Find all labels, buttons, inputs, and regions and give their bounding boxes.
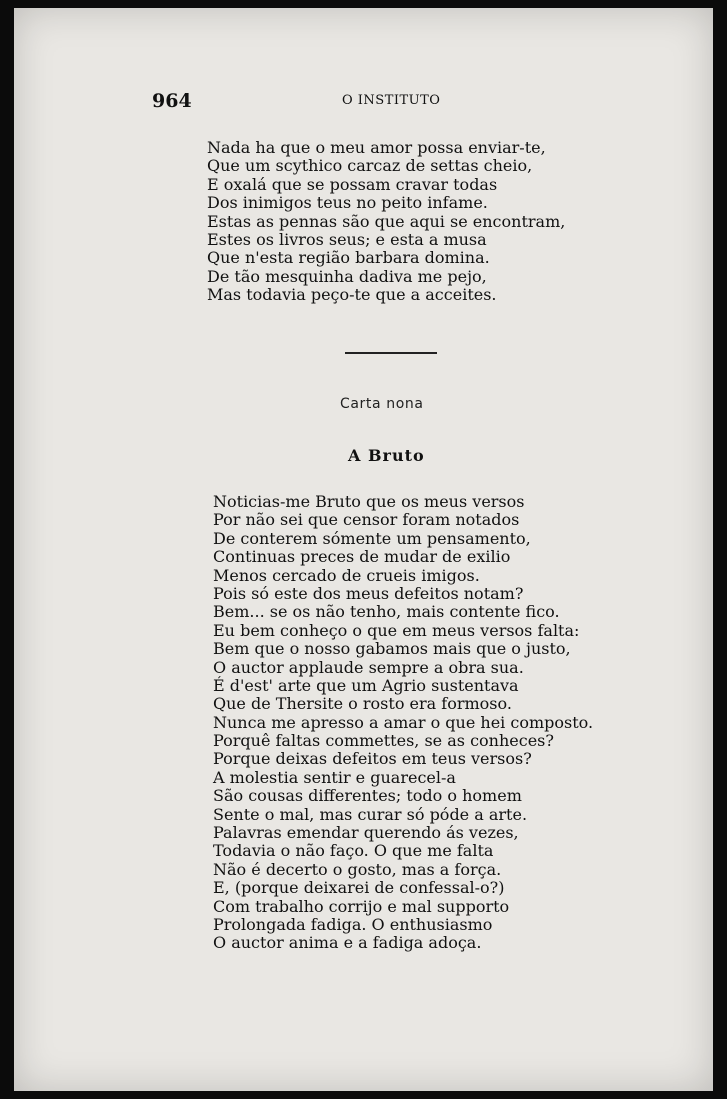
verse-line: Estas as pennas são que aqui se encontram, (207, 211, 566, 231)
page-number: 964 (152, 90, 192, 112)
verse-line: Que de Thersite o rosto era formoso. (213, 694, 512, 714)
section-heading: A Bruto (348, 446, 425, 465)
verse-line: Que n'esta região barbara domina. (207, 248, 490, 268)
verse-line: De conterem sómente um pensamento, (213, 528, 531, 548)
verse-line: Palavras emendar querendo ás vezes, (213, 823, 519, 843)
verse-line: Estes os livros seus; e esta a musa (207, 229, 487, 249)
verse-line: A molestia sentir e guarecel-a (213, 767, 456, 787)
verse-line: O auctor anima e a fadiga adoça. (213, 933, 482, 953)
verse-line: Prolongada fadiga. O enthusiasmo (213, 914, 493, 934)
verse-line: Por não sei que censor foram notados (213, 510, 520, 530)
book-page (14, 8, 713, 1091)
verse-line: Bem... se os não tenho, mais contente fico. (213, 602, 560, 622)
verse-line: E oxalá que se possam cravar todas (207, 174, 498, 194)
verse-line: Bem que o nosso gabamos mais que o justo, (213, 639, 571, 659)
verse-line: De tão mesquinha dadiva me pejo, (207, 266, 487, 286)
verse-line: Sente o mal, mas curar só póde a arte. (213, 804, 528, 824)
verse-line: E, (porque deixarei de confessal-o?) (213, 878, 505, 898)
verse-line: Mas todavia peço-te que a acceites. (207, 285, 497, 305)
section-label: Carta nona (340, 396, 424, 412)
section-divider (345, 352, 437, 354)
page-header (14, 90, 713, 114)
verse-line: Nada ha que o meu amor possa enviar-te, (207, 138, 546, 157)
poem-first-excerpt (207, 139, 565, 305)
verse-line: Continuas preces de mudar de exilio (213, 547, 511, 567)
verse-line: Nunca me apresso a amar o que hei composto. (213, 712, 594, 732)
verse-line: Porquê faltas commettes, se as conheces? (213, 731, 554, 751)
verse-line: Todavia o não faço. O que me falta (213, 841, 494, 861)
verse-line: O auctor applaude sempre a obra sua. (213, 657, 524, 677)
verse-line: Pois só este dos meus defeitos notam? (213, 583, 524, 603)
verse-line: Com trabalho corrijo e mal supporto (213, 896, 510, 916)
verse-line: É d'est' arte que um Agrio sustentava (213, 675, 519, 695)
verse-line: Noticias-me Bruto que os meus versos (213, 492, 525, 511)
verse-line: Eu bem conheço o que em meus versos falta: (213, 620, 580, 640)
verse-line: São cousas differentes; todo o homem (213, 786, 522, 806)
verse-line: Não é decerto o gosto, mas a força. (213, 859, 502, 879)
verse-line: Porque deixas defeitos em teus versos? (213, 749, 532, 769)
poem-carta-nona (213, 493, 593, 953)
verse-line: Que um scythico carcaz de settas cheio, (207, 156, 533, 176)
verse-line: Dos inimigos teus no peito infame. (207, 193, 488, 213)
running-title: O INSTITUTO (342, 93, 441, 108)
verse-line: Menos cercado de crueis imigos. (213, 565, 480, 585)
